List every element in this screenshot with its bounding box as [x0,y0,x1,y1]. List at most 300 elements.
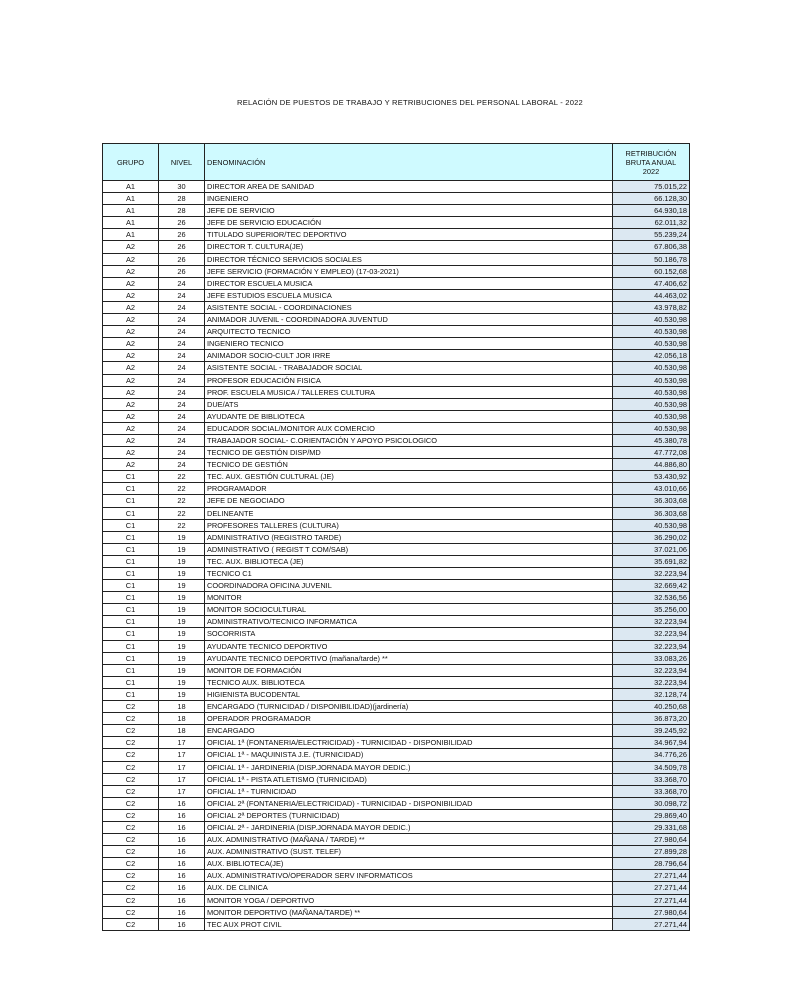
table-body [103,181,690,931]
table-row [103,797,690,809]
table-row [103,858,690,870]
cell-retribucion: 27.899,28 [613,846,690,858]
cell-retribucion: 45.380,78 [613,434,690,446]
table-row [103,229,690,241]
table-row [103,338,690,350]
cell-retribucion: 28.796,64 [613,858,690,870]
cell-nivel: 24 [159,398,205,410]
cell-grupo: C1 [103,483,159,495]
cell-grupo: C1 [103,543,159,555]
cell-retribucion: 37.021,06 [613,543,690,555]
cell-retribucion: 62.011,32 [613,217,690,229]
cell-grupo: C1 [103,531,159,543]
cell-nivel: 28 [159,205,205,217]
cell-denominacion: ANIMADOR SOCIO-CULT JOR IRRE [205,350,613,362]
cell-retribucion: 33.083,26 [613,652,690,664]
cell-retribucion: 32.223,94 [613,568,690,580]
table-row [103,253,690,265]
table-row [103,289,690,301]
cell-denominacion: AUX. ADMINISTRATIVO/OPERADOR SERV INFORMATICOS [205,870,613,882]
table-row [103,568,690,580]
cell-retribucion: 50.186,78 [613,253,690,265]
cell-nivel: 24 [159,422,205,434]
cell-grupo: A2 [103,434,159,446]
cell-denominacion: DIRECTOR ESCUELA MUSICA [205,277,613,289]
cell-grupo: C1 [103,495,159,507]
table-row [103,181,690,193]
cell-nivel: 24 [159,459,205,471]
cell-nivel: 16 [159,870,205,882]
table-row [103,604,690,616]
table-row [103,834,690,846]
cell-denominacion: JEFE SERVICIO (FORMACIÓN Y EMPLEO) (17-03-2021) [205,265,613,277]
cell-nivel: 22 [159,471,205,483]
cell-retribucion: 40.530,98 [613,362,690,374]
cell-retribucion: 29.869,40 [613,809,690,821]
table-row [103,616,690,628]
table-row [103,398,690,410]
table-row [103,507,690,519]
cell-nivel: 24 [159,289,205,301]
table-row [103,519,690,531]
cell-nivel: 18 [159,713,205,725]
cell-retribucion: 34.776,26 [613,749,690,761]
table-row [103,882,690,894]
table-row [103,410,690,422]
cell-nivel: 19 [159,664,205,676]
cell-nivel: 24 [159,301,205,313]
cell-grupo: C1 [103,507,159,519]
cell-nivel: 19 [159,580,205,592]
cell-grupo: C1 [103,652,159,664]
cell-grupo: C2 [103,894,159,906]
cell-retribucion: 47.406,62 [613,277,690,289]
cell-denominacion: DELINEANTE [205,507,613,519]
cell-grupo: C1 [103,628,159,640]
cell-grupo: C2 [103,797,159,809]
table-row [103,846,690,858]
cell-grupo: C2 [103,749,159,761]
cell-grupo: A2 [103,265,159,277]
cell-nivel: 24 [159,277,205,289]
cell-nivel: 16 [159,858,205,870]
cell-denominacion: EDUCADOR SOCIAL/MONITOR AUX COMERCIO [205,422,613,434]
cell-nivel: 24 [159,362,205,374]
cell-grupo: C2 [103,773,159,785]
cell-nivel: 16 [159,918,205,930]
cell-grupo: A2 [103,253,159,265]
table-row [103,386,690,398]
cell-denominacion: OFICIAL 1ª - MAQUINISTA J.E. (TURNICIDAD) [205,749,613,761]
cell-denominacion: MONITOR DE FORMACIÓN [205,664,613,676]
cell-grupo: C1 [103,580,159,592]
table-row [103,809,690,821]
cell-grupo: A2 [103,422,159,434]
cell-nivel: 16 [159,821,205,833]
cell-denominacion: ASISTENTE SOCIAL - TRABAJADOR SOCIAL [205,362,613,374]
cell-denominacion: OPERADOR PROGRAMADOR [205,713,613,725]
cell-grupo: C1 [103,676,159,688]
cell-retribucion: 34.967,94 [613,737,690,749]
cell-nivel: 19 [159,592,205,604]
cell-retribucion: 27.271,44 [613,870,690,882]
table-row [103,362,690,374]
cell-grupo: C2 [103,761,159,773]
table-row [103,640,690,652]
cell-nivel: 22 [159,483,205,495]
table-row [103,918,690,930]
cell-nivel: 19 [159,688,205,700]
cell-grupo: A2 [103,398,159,410]
cell-nivel: 26 [159,265,205,277]
cell-retribucion: 35.256,00 [613,604,690,616]
cell-retribucion: 27.271,44 [613,894,690,906]
header-denominacion: DENOMINACIÓN [205,144,613,181]
cell-nivel: 24 [159,338,205,350]
cell-retribucion: 40.530,98 [613,386,690,398]
cell-retribucion: 27.271,44 [613,882,690,894]
cell-nivel: 17 [159,761,205,773]
table-row [103,265,690,277]
table-row [103,628,690,640]
cell-denominacion: OFICIAL 1ª - TURNICIDAD [205,785,613,797]
cell-retribucion: 32.128,74 [613,688,690,700]
cell-retribucion: 40.530,98 [613,374,690,386]
cell-nivel: 24 [159,314,205,326]
table-row [103,350,690,362]
cell-denominacion: PROFESORES TALLERES (CULTURA) [205,519,613,531]
cell-grupo: C2 [103,785,159,797]
table-row [103,459,690,471]
cell-denominacion: MONITOR YOGA / DEPORTIVO [205,894,613,906]
cell-retribucion: 33.368,70 [613,785,690,797]
cell-grupo: A2 [103,410,159,422]
cell-nivel: 24 [159,386,205,398]
cell-grupo: C2 [103,725,159,737]
table-row [103,580,690,592]
header-retribucion-line3: 2022 [642,166,660,176]
cell-retribucion: 36.303,68 [613,507,690,519]
document-title: RELACIÓN DE PUESTOS DE TRABAJO Y RETRIBUCIONES DEL PERSONAL LABORAL - 2022 [237,98,583,107]
cell-grupo: C2 [103,906,159,918]
cell-denominacion: AYUDANTE DE BIBLIOTECA [205,410,613,422]
cell-nivel: 19 [159,543,205,555]
cell-grupo: A1 [103,205,159,217]
cell-grupo: A1 [103,217,159,229]
table-row [103,664,690,676]
cell-retribucion: 32.223,94 [613,664,690,676]
table-row [103,447,690,459]
table-row [103,821,690,833]
cell-denominacion: ENCARGADO (TURNICIDAD / DISPONIBILIDAD)(jardinería) [205,701,613,713]
cell-denominacion: INGENIERO TECNICO [205,338,613,350]
cell-denominacion: AYUDANTE TECNICO DEPORTIVO (mañana/tarde) ** [205,652,613,664]
cell-retribucion: 35.691,82 [613,555,690,567]
cell-nivel: 24 [159,447,205,459]
cell-retribucion: 44.886,80 [613,459,690,471]
cell-denominacion: JEFE DE NEGOCIADO [205,495,613,507]
cell-denominacion: JEFE ESTUDIOS ESCUELA MUSICA [205,289,613,301]
cell-grupo: A2 [103,241,159,253]
cell-retribucion: 36.303,68 [613,495,690,507]
cell-retribucion: 66.128,30 [613,193,690,205]
cell-denominacion: HIGIENISTA BUCODENTAL [205,688,613,700]
cell-grupo: C2 [103,846,159,858]
cell-grupo: A2 [103,362,159,374]
cell-grupo: C2 [103,858,159,870]
cell-retribucion: 43.978,82 [613,301,690,313]
table-row [103,725,690,737]
cell-grupo: C2 [103,701,159,713]
cell-grupo: A2 [103,350,159,362]
table-row [103,483,690,495]
cell-grupo: A2 [103,301,159,313]
cell-grupo: A2 [103,459,159,471]
table-row [103,713,690,725]
cell-retribucion: 47.772,08 [613,447,690,459]
cell-denominacion: MONITOR SOCIOCULTURAL [205,604,613,616]
cell-retribucion: 75.015,22 [613,181,690,193]
cell-nivel: 16 [159,906,205,918]
cell-nivel: 16 [159,834,205,846]
cell-retribucion: 40.530,98 [613,422,690,434]
cell-retribucion: 39.245,92 [613,725,690,737]
table-row [103,870,690,882]
table-row [103,652,690,664]
table-row [103,701,690,713]
cell-retribucion: 29.331,68 [613,821,690,833]
table-row [103,773,690,785]
cell-denominacion: COORDINADORA OFICINA JUVENIL [205,580,613,592]
cell-retribucion: 60.152,68 [613,265,690,277]
cell-denominacion: AYUDANTE TECNICO DEPORTIVO [205,640,613,652]
cell-grupo: A2 [103,338,159,350]
cell-nivel: 19 [159,555,205,567]
cell-nivel: 18 [159,701,205,713]
cell-denominacion: OFICIAL 1ª - PISTA ATLETISMO (TURNICIDAD) [205,773,613,785]
table-row [103,193,690,205]
cell-denominacion: TEC AUX PROT CIVIL [205,918,613,930]
cell-retribucion: 27.271,44 [613,918,690,930]
cell-nivel: 19 [159,640,205,652]
cell-grupo: C2 [103,834,159,846]
cell-grupo: A1 [103,193,159,205]
cell-grupo: A2 [103,374,159,386]
cell-retribucion: 40.250,68 [613,701,690,713]
cell-denominacion: ANIMADOR JUVENIL - COORDINADORA JUVENTUD [205,314,613,326]
cell-nivel: 19 [159,628,205,640]
table-row [103,737,690,749]
cell-denominacion: MONITOR [205,592,613,604]
cell-nivel: 17 [159,737,205,749]
cell-denominacion: PROF. ESCUELA MUSICA / TALLERES CULTURA [205,386,613,398]
cell-nivel: 26 [159,241,205,253]
cell-denominacion: DIRECTOR T. CULTURA(JE) [205,241,613,253]
table-row [103,543,690,555]
cell-nivel: 24 [159,350,205,362]
table-row [103,688,690,700]
cell-nivel: 19 [159,676,205,688]
table-row [103,434,690,446]
cell-denominacion: SOCORRISTA [205,628,613,640]
cell-grupo: A2 [103,277,159,289]
table-row [103,326,690,338]
cell-denominacion: PROGRAMADOR [205,483,613,495]
table-row [103,241,690,253]
cell-nivel: 26 [159,229,205,241]
table-row [103,422,690,434]
cell-retribucion: 32.536,56 [613,592,690,604]
cell-grupo: C1 [103,519,159,531]
cell-grupo: A2 [103,386,159,398]
cell-nivel: 24 [159,410,205,422]
cell-grupo: A2 [103,289,159,301]
cell-nivel: 22 [159,507,205,519]
table-row [103,205,690,217]
cell-nivel: 19 [159,652,205,664]
table-row [103,314,690,326]
cell-grupo: C1 [103,664,159,676]
cell-denominacion: OFICIAL 2ª (FONTANERIA/ELECTRICIDAD) - TURNICIDAD - DISPONIBILIDAD [205,797,613,809]
cell-grupo: C1 [103,640,159,652]
cell-denominacion: MONITOR DEPORTIVO (MAÑANA/TARDE) ** [205,906,613,918]
cell-grupo: C1 [103,616,159,628]
cell-grupo: C2 [103,809,159,821]
cell-denominacion: JEFE DE SERVICIO [205,205,613,217]
cell-retribucion: 64.930,18 [613,205,690,217]
cell-retribucion: 53.430,92 [613,471,690,483]
table-row [103,749,690,761]
cell-retribucion: 34.509,78 [613,761,690,773]
cell-denominacion: ASISTENTE SOCIAL - COORDINACIONES [205,301,613,313]
cell-denominacion: AUX. DE CLINICA [205,882,613,894]
cell-retribucion: 67.806,38 [613,241,690,253]
salary-table [102,143,690,931]
header-retribucion [613,144,690,181]
cell-retribucion: 43.010,66 [613,483,690,495]
cell-nivel: 16 [159,797,205,809]
cell-nivel: 19 [159,616,205,628]
cell-nivel: 19 [159,531,205,543]
table-header-row [103,144,690,181]
cell-nivel: 16 [159,809,205,821]
table-row [103,761,690,773]
cell-denominacion: OFICIAL 1ª - JARDINERIA (DISP.JORNADA MAYOR DEDIC.) [205,761,613,773]
cell-denominacion: OFICIAL 2ª DEPORTES (TURNICIDAD) [205,809,613,821]
cell-denominacion: DIRECTOR AREA DE SANIDAD [205,181,613,193]
header-nivel: NIVEL [159,144,205,181]
table-row [103,531,690,543]
cell-grupo: C2 [103,821,159,833]
cell-denominacion: TEC. AUX. BIBLIOTECA (JE) [205,555,613,567]
cell-denominacion: OFICIAL 2ª - JARDINERIA (DISP.JORNADA MAYOR DEDIC.) [205,821,613,833]
cell-retribucion: 40.530,98 [613,519,690,531]
cell-grupo: C2 [103,870,159,882]
cell-nivel: 17 [159,773,205,785]
cell-denominacion: TECNICO AUX. BIBLIOTECA [205,676,613,688]
cell-retribucion: 40.530,98 [613,410,690,422]
cell-nivel: 24 [159,374,205,386]
cell-denominacion: ARQUITECTO TECNICO [205,326,613,338]
cell-grupo: A2 [103,447,159,459]
cell-nivel: 19 [159,568,205,580]
cell-grupo: C2 [103,713,159,725]
cell-nivel: 28 [159,193,205,205]
table-row [103,471,690,483]
cell-retribucion: 40.530,98 [613,326,690,338]
cell-denominacion: TRABAJADOR SOCIAL- C.ORIENTACIÓN Y APOYO PSICOLOGICO [205,434,613,446]
cell-retribucion: 33.368,70 [613,773,690,785]
cell-denominacion: TECNICO DE GESTIÓN DISP/MD [205,447,613,459]
cell-grupo: A1 [103,181,159,193]
cell-denominacion: DIRECTOR TÉCNICO SERVICIOS SOCIALES [205,253,613,265]
cell-grupo: A2 [103,326,159,338]
cell-denominacion: PROFESOR EDUCACIÓN FISICA [205,374,613,386]
cell-grupo: C2 [103,918,159,930]
cell-grupo: C1 [103,592,159,604]
cell-grupo: C2 [103,737,159,749]
cell-denominacion: INGENIERO [205,193,613,205]
header-grupo: GRUPO [103,144,159,181]
table-row [103,894,690,906]
cell-retribucion: 27.980,64 [613,906,690,918]
cell-retribucion: 40.530,98 [613,398,690,410]
header-retribucion-line1: RETRIBUCIÓN [625,148,677,158]
cell-retribucion: 36.290,02 [613,531,690,543]
table-row [103,495,690,507]
cell-grupo: A1 [103,229,159,241]
cell-grupo: C2 [103,882,159,894]
cell-grupo: C1 [103,555,159,567]
cell-grupo: C1 [103,604,159,616]
cell-retribucion: 44.463,02 [613,289,690,301]
cell-denominacion: ADMINISTRATIVO/TECNICO INFORMATICA [205,616,613,628]
cell-denominacion: ADMINISTRATIVO (REGISTRO TARDE) [205,531,613,543]
cell-retribucion: 42.056,18 [613,350,690,362]
cell-grupo: A2 [103,314,159,326]
table-row [103,374,690,386]
cell-retribucion: 32.669,42 [613,580,690,592]
cell-nivel: 22 [159,495,205,507]
cell-nivel: 18 [159,725,205,737]
cell-denominacion: TECNICO DE GESTIÓN [205,459,613,471]
cell-retribucion: 55.239,24 [613,229,690,241]
table-row [103,217,690,229]
cell-denominacion: ENCARGADO [205,725,613,737]
cell-retribucion: 32.223,94 [613,628,690,640]
table-row [103,277,690,289]
cell-retribucion: 27.980,64 [613,834,690,846]
table-row [103,301,690,313]
cell-grupo: C1 [103,568,159,580]
cell-nivel: 19 [159,604,205,616]
cell-nivel: 24 [159,326,205,338]
cell-nivel: 26 [159,217,205,229]
cell-retribucion: 32.223,94 [613,640,690,652]
cell-retribucion: 40.530,98 [613,314,690,326]
cell-denominacion: OFICIAL 1ª (FONTANERIA/ELECTRICIDAD) - TURNICIDAD - DISPONIBILIDAD [205,737,613,749]
cell-retribucion: 36.873,20 [613,713,690,725]
cell-grupo: C1 [103,688,159,700]
cell-denominacion: DUE/ATS [205,398,613,410]
cell-nivel: 16 [159,882,205,894]
table-row [103,785,690,797]
table-row [103,555,690,567]
cell-denominacion: AUX. ADMINISTRATIVO (MAÑANA / TARDE) ** [205,834,613,846]
header-retribucion-line2: BRUTA ANUAL [625,157,677,167]
cell-denominacion: JEFE DE SERVICIO EDUCACIÓN [205,217,613,229]
cell-denominacion: TITULADO SUPERIOR/TEC DEPORTIVO [205,229,613,241]
